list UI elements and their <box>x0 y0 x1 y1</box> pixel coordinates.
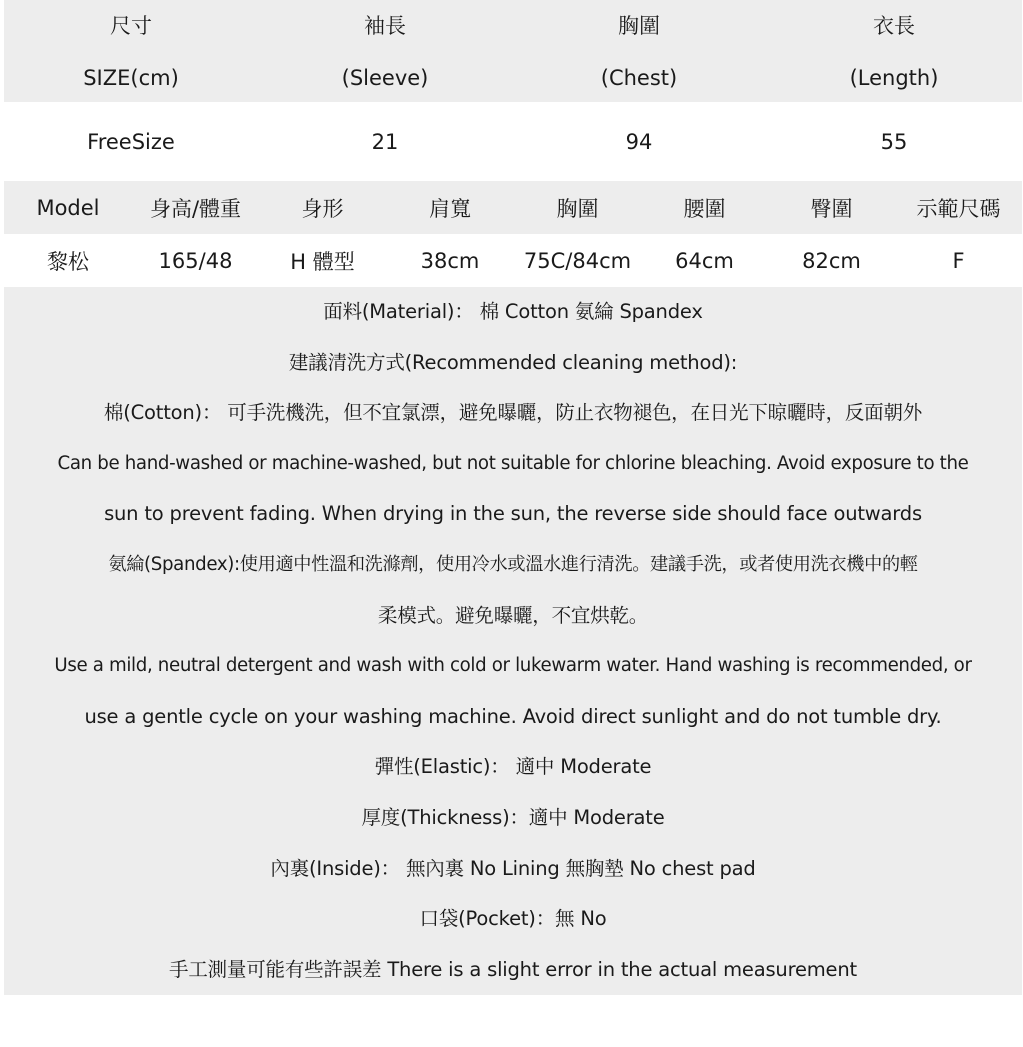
product-info-block <box>4 287 1022 995</box>
spandex-care-zh-1: 氨綸(Spandex):使用適中性溫和洗滌劑，使用冷水或溫水進行清洗。建議手洗，或者使用洗衣機中的輕 <box>108 553 918 575</box>
cotton-care-en-1: Can be hand-washed or machine-washed, but not suitable for chlorine bleaching. Avoid exposure to the <box>57 452 969 474</box>
chest-value: 94 <box>625 129 653 154</box>
model-table-row <box>4 234 1022 287</box>
model-header-size-worn: 示範尺碼 <box>916 196 1001 221</box>
model-body-shape: H 體型 <box>290 249 355 274</box>
cleaning-title: 建議清洗方式(Recommended cleaning method): <box>288 350 738 374</box>
model-header-hip: 臀圍 <box>810 196 853 221</box>
model-table-header <box>4 181 1022 234</box>
model-name: 黎松 <box>47 249 89 274</box>
model-header-name: Model <box>36 195 100 220</box>
model-size-worn: F <box>952 248 965 273</box>
cotton-care-en-2: sun to prevent fading. When drying in the sun, the reverse side should face outwards <box>104 502 922 526</box>
model-height-weight: 165/48 <box>158 248 233 273</box>
size-header-zh: 尺寸 <box>110 14 152 38</box>
spandex-care-en-2: use a gentle cycle on your washing machine. Avoid direct sunlight and do not tumble dry. <box>84 704 942 728</box>
inside-line: 內裏(Inside)： 無內裏 No Lining 無胸墊 No chest pad <box>270 856 756 880</box>
length-value: 55 <box>880 129 908 154</box>
sleeve-value: 21 <box>371 129 399 154</box>
sleeve-header-zh: 袖長 <box>364 14 406 38</box>
size-value: FreeSize <box>87 129 175 154</box>
thickness-line: 厚度(Thickness)：適中 Moderate <box>361 805 665 829</box>
size-header-size <box>4 0 258 104</box>
model-shoulder: 38cm <box>420 248 480 273</box>
size-header-length <box>766 0 1022 104</box>
chest-header-zh: 胸圍 <box>618 14 660 38</box>
length-header-zh: 衣長 <box>873 14 915 38</box>
model-waist: 64cm <box>675 248 734 273</box>
size-table-row <box>4 102 1022 181</box>
elastic-line: 彈性(Elastic)： 適中 Moderate <box>374 755 652 779</box>
model-header-body-shape: 身形 <box>301 196 344 221</box>
model-header-bust: 胸圍 <box>556 196 599 221</box>
chest-header-en: (Chest) <box>600 66 678 90</box>
model-header-shoulder: 肩寬 <box>429 196 471 221</box>
model-bust: 75C/84cm <box>523 248 632 273</box>
measurement-note: 手工測量可能有些許誤差 There is a slight error in the actual measurement <box>169 957 857 981</box>
size-table-header <box>4 0 1022 102</box>
pocket-line: 口袋(Pocket)：無 No <box>419 907 607 931</box>
size-header-en: SIZE(cm) <box>83 66 179 90</box>
spandex-care-zh-2: 柔模式。避免曝曬，不宜烘乾。 <box>377 603 649 627</box>
model-header-waist: 腰圍 <box>683 196 726 221</box>
material-line: 面料(Material)： 棉 Cotton 氨綸 Spandex <box>323 300 703 323</box>
size-header-chest <box>512 0 766 104</box>
length-header-en: (Length) <box>849 66 939 90</box>
model-hip: 82cm <box>802 248 861 273</box>
model-header-height-weight: 身高/體重 <box>149 196 242 221</box>
sleeve-header-en: (Sleeve) <box>341 66 429 90</box>
spandex-care-en-1: Use a mild, neutral detergent and wash with cold or lukewarm water. Hand washing is recommended, or <box>54 655 972 677</box>
size-header-sleeve <box>258 0 512 104</box>
cotton-care-zh: 棉(Cotton)： 可手洗機洗，但不宜氯漂，避免曝曬，防止衣物褪色，在日光下晾曬時，反面朝外 <box>103 401 923 425</box>
